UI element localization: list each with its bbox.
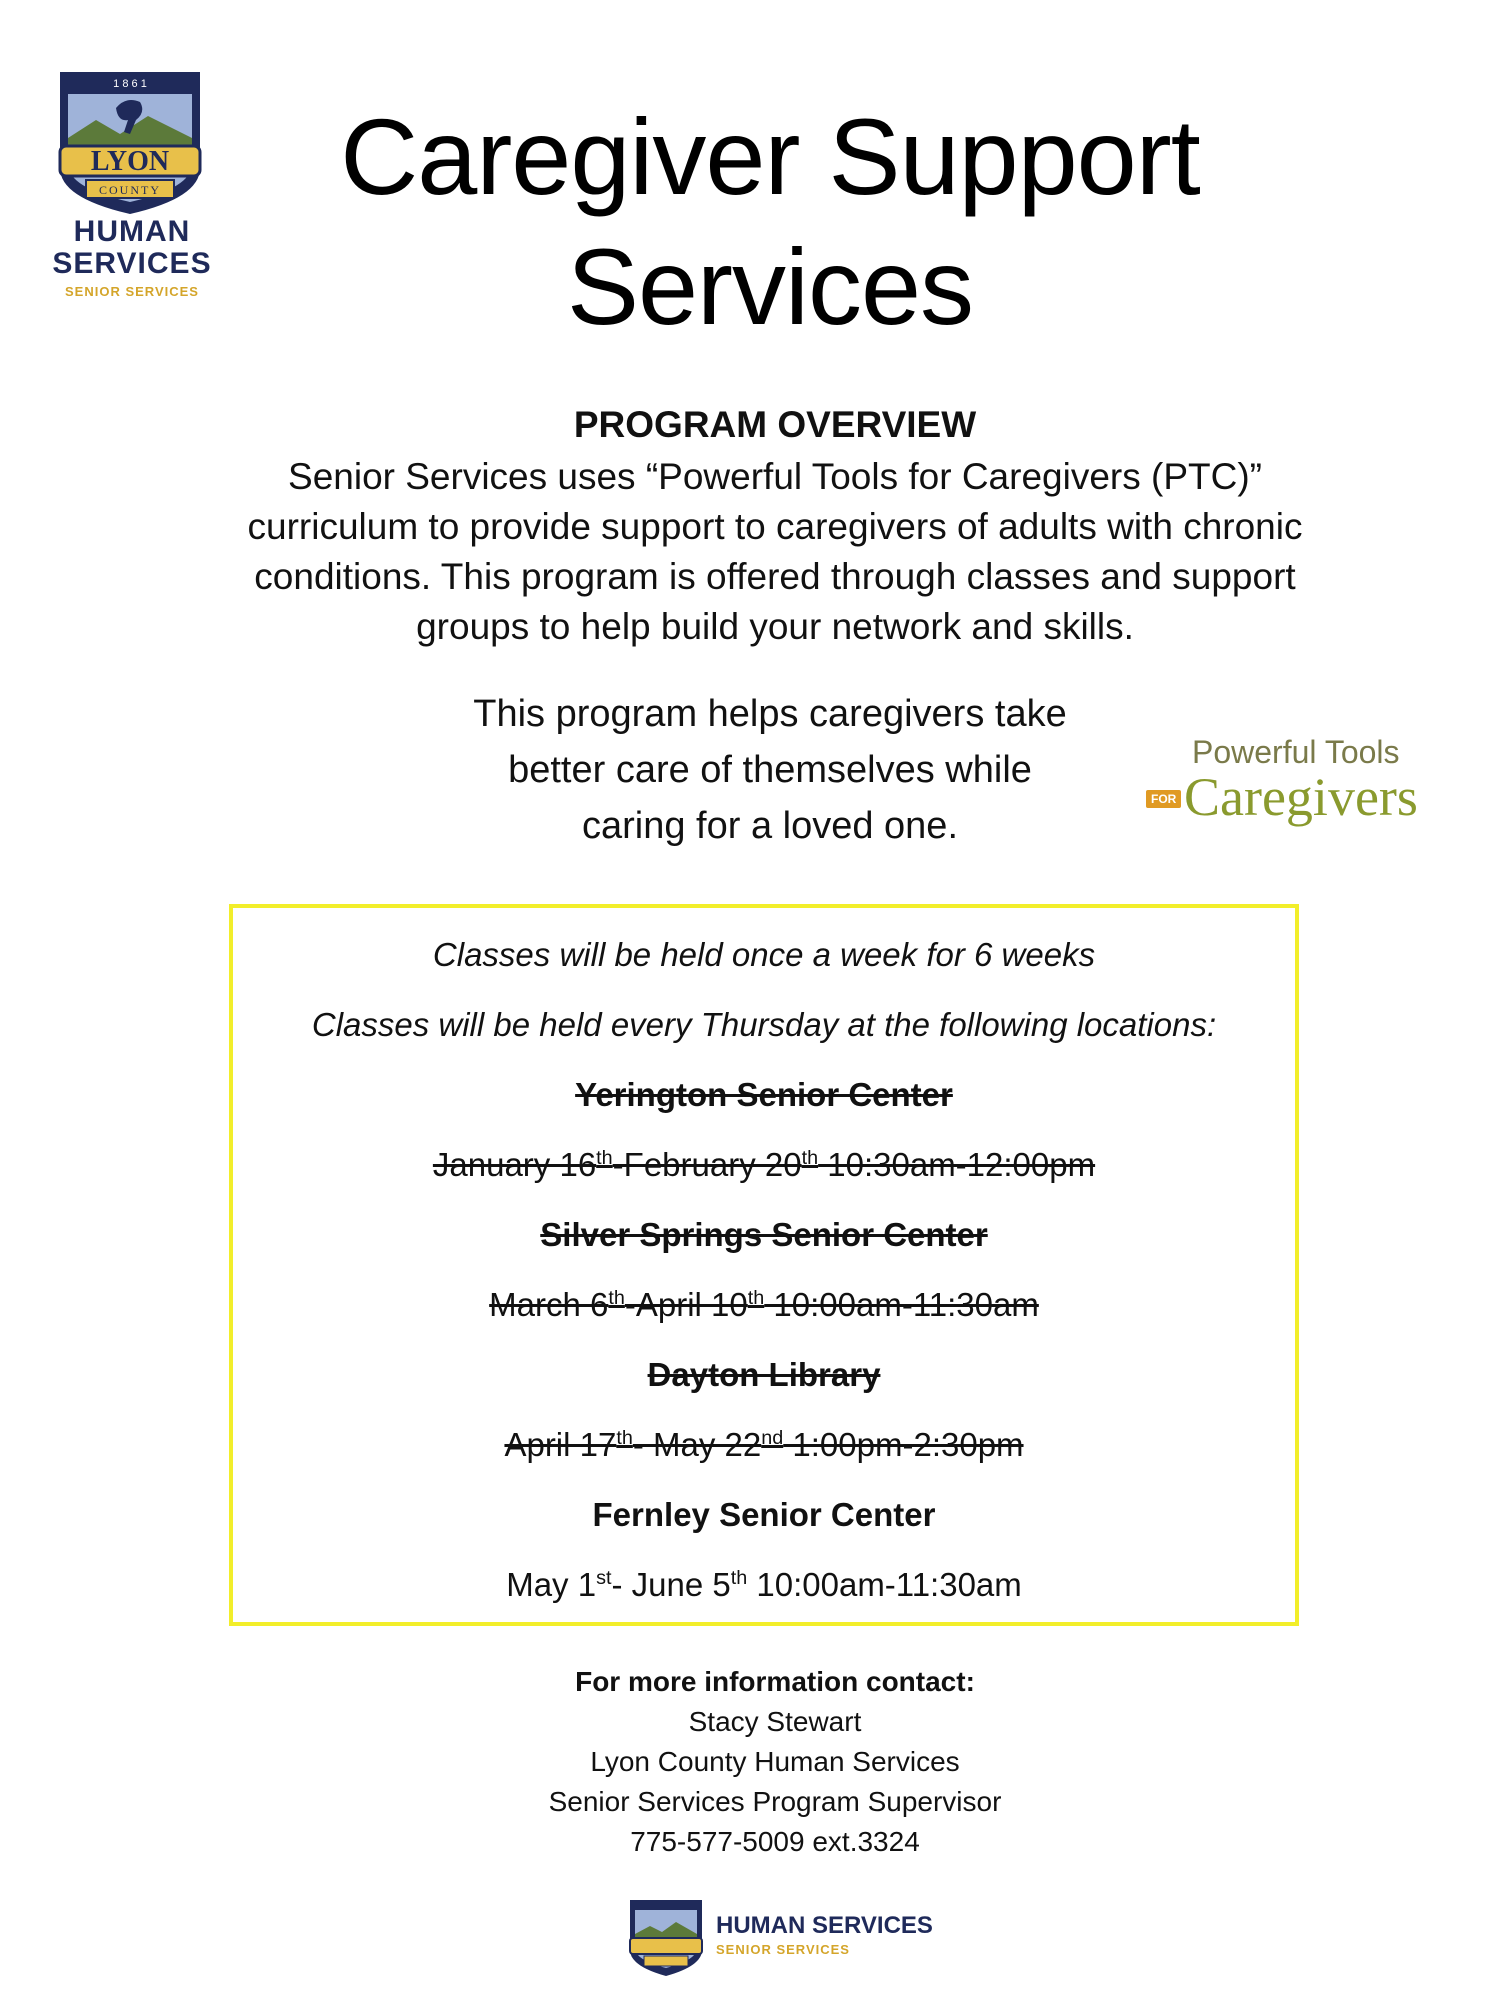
location-name-yerington: Yerington Senior Center [575, 1076, 953, 1113]
ptc-logo-top: Powerful Tools [1192, 734, 1400, 770]
overview-line: Senior Services uses “Powerful Tools for Caregivers (PTC)” [288, 456, 1262, 497]
overview-text [140, 452, 1410, 652]
overview-heading: PROGRAM OVERVIEW [573, 404, 977, 445]
location-name-silver-springs: Silver Springs Senior Center [540, 1216, 988, 1253]
shield-year-text: 1 8 6 1 [113, 78, 147, 90]
contact-phone: 775-577-5009 ext.3324 [630, 1826, 920, 1857]
helps-line: This program helps caregivers take [473, 693, 1067, 735]
shield-top-text: LYON [90, 146, 170, 177]
footer-shield-icon [628, 1898, 704, 1978]
ptc-logo-for: FOR [1146, 790, 1181, 808]
program-helps-text [400, 686, 1140, 854]
location-dates-yerington: January 16th-February 20th 10:30am-12:00pm [432, 1146, 1096, 1183]
contact-role: Senior Services Program Supervisor [548, 1786, 1002, 1817]
overview-line: curriculum to provide support to caregivers of adults with chronic [247, 506, 1303, 547]
shield-banner-text: COUNTY [99, 183, 161, 197]
lyon-county-logo [52, 68, 222, 299]
helps-line: better care of themselves while [508, 749, 1032, 791]
footer-logo-line2: SENIOR SERVICES [716, 1942, 850, 1957]
overview-line: conditions. This program is offered through classes and support [254, 556, 1296, 597]
page-title [250, 92, 1290, 352]
title-line1: Caregiver Support [340, 96, 1200, 217]
title-line2: Services [566, 226, 974, 347]
classes-schedule-box [229, 904, 1299, 1626]
location-dates-dayton: April 17th- May 22nd 1:00pm-2:30pm [504, 1426, 1024, 1463]
location-dates-fernley: May 1st- June 5th 10:00am-11:30am [506, 1566, 1022, 1603]
location-name-fernley: Fernley Senior Center [592, 1496, 936, 1533]
org-sub: SENIOR SERVICES [65, 284, 199, 299]
powerful-tools-logo [1140, 734, 1440, 834]
ptc-logo-main: Caregivers [1184, 767, 1418, 827]
footer-logo [628, 1898, 948, 1978]
location-name-dayton: Dayton Library [647, 1356, 881, 1393]
contact-heading: For more information contact: [575, 1666, 975, 1697]
classes-schedule-intro: Classes will be held every Thursday at the following locations: [311, 1006, 1217, 1043]
org-name-line2: SERVICES [52, 247, 212, 280]
contact-name: Stacy Stewart [688, 1706, 862, 1737]
contact-org: Lyon County Human Services [590, 1746, 960, 1777]
classes-frequency: Classes will be held once a week for 6 weeks [432, 936, 1096, 973]
helps-line: caring for a loved one. [581, 805, 958, 847]
org-name-line1: HUMAN [73, 215, 191, 248]
footer-logo-line1: HUMAN SERVICES [716, 1912, 933, 1939]
overview-line: groups to help build your network and skills. [416, 606, 1134, 647]
location-dates-silver-springs: March 6th-April 10th 10:00am-11:30am [489, 1286, 1039, 1323]
lyon-county-shield-icon [56, 68, 204, 216]
contact-info [0, 1662, 1493, 1862]
